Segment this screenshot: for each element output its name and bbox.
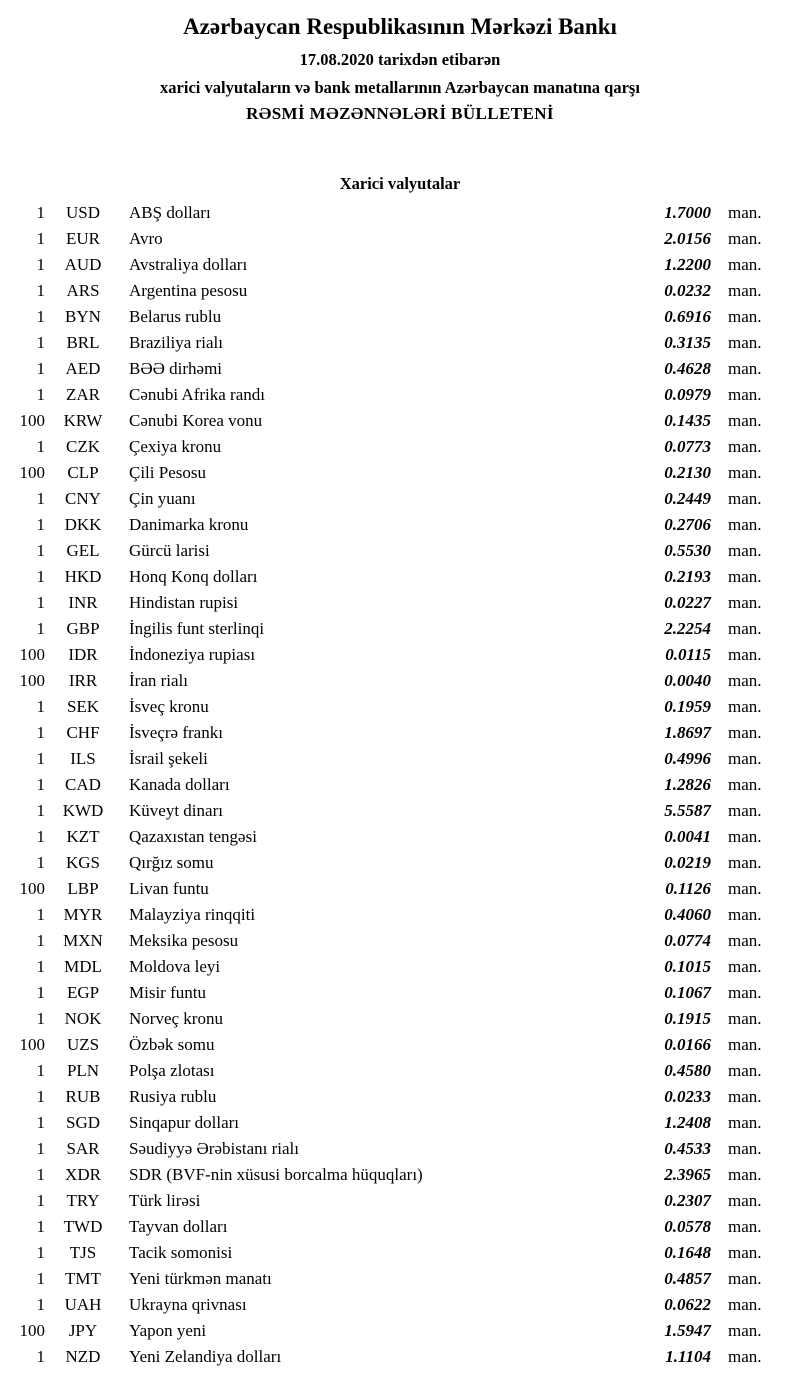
unit-cell: man.	[728, 1269, 762, 1288]
currency-row	[0, 1214, 800, 1240]
quantity-cell: 1	[36, 333, 45, 352]
currency-name-cell: Yeni Zelandiya dolları	[129, 1347, 282, 1366]
currency-code-cell: UAH	[64, 1295, 102, 1314]
currency-name-cell: Yeni türkmən manatı	[129, 1269, 272, 1288]
rate-value-cell: 0.4060	[664, 905, 711, 924]
rate-value-cell: 0.4628	[664, 359, 711, 378]
unit-cell: man.	[728, 1061, 762, 1080]
currency-row	[0, 564, 800, 590]
currency-name-cell: ABŞ dolları	[129, 203, 211, 222]
quantity-cell: 1	[36, 983, 45, 1002]
currency-row	[0, 1032, 800, 1058]
quantity-cell: 1	[36, 229, 45, 248]
currency-name-cell: İran rialı	[129, 671, 188, 690]
unit-cell: man.	[728, 931, 762, 950]
quantity-cell: 100	[19, 1321, 45, 1340]
unit-cell: man.	[728, 1165, 762, 1184]
bulletin-title: RƏSMİ MƏZƏNNƏLƏRİ BÜLLETENİ	[246, 104, 554, 123]
rate-value-cell: 1.2200	[664, 255, 711, 274]
rate-value-cell: 0.1648	[664, 1243, 711, 1262]
unit-cell: man.	[728, 437, 762, 456]
currency-row	[0, 382, 800, 408]
rate-value-cell: 1.7000	[664, 203, 711, 222]
currency-code-cell: JPY	[68, 1321, 98, 1340]
currency-name-cell: Tacik somonisi	[129, 1243, 233, 1262]
quantity-cell: 1	[36, 541, 45, 560]
currency-row	[0, 1136, 800, 1162]
currency-name-cell: SDR (BVF-nin xüsusi borcalma hüquqları)	[129, 1165, 423, 1184]
currency-code-cell: TRY	[66, 1191, 100, 1210]
quantity-cell: 1	[36, 307, 45, 326]
currency-name-cell: Livan funtu	[129, 879, 209, 898]
unit-cell: man.	[728, 385, 762, 404]
currency-name-cell: Tayvan dolları	[129, 1217, 228, 1236]
currency-code-cell: UZS	[66, 1035, 100, 1054]
bulletin-header	[0, 14, 800, 124]
quantity-cell: 1	[36, 1191, 45, 1210]
rate-value-cell: 1.2408	[664, 1113, 711, 1132]
unit-cell: man.	[728, 957, 762, 976]
currency-name-cell: Çili Pesosu	[129, 463, 206, 482]
unit-cell: man.	[728, 541, 762, 560]
currency-code-cell: TMT	[65, 1269, 101, 1288]
quantity-cell: 100	[19, 671, 45, 690]
unit-cell: man.	[728, 853, 762, 872]
currency-code-cell: KGS	[65, 853, 100, 872]
rate-value-cell: 0.0774	[664, 931, 711, 950]
rate-value-cell: 0.1959	[664, 697, 711, 716]
currency-code-cell: CHF	[66, 723, 100, 742]
currency-row	[0, 772, 800, 798]
unit-cell: man.	[728, 1009, 762, 1028]
quantity-cell: 1	[36, 1165, 45, 1184]
rate-value-cell: 0.4580	[664, 1061, 711, 1080]
currency-code-cell: ILS	[70, 749, 96, 768]
quantity-cell: 1	[36, 359, 45, 378]
rate-value-cell: 1.2826	[664, 775, 711, 794]
unit-cell: man.	[728, 905, 762, 924]
unit-cell: man.	[728, 333, 762, 352]
currency-code-cell: NZD	[65, 1347, 101, 1366]
quantity-cell: 1	[36, 1347, 45, 1366]
currency-code-cell: HKD	[64, 567, 102, 586]
currency-row	[0, 1344, 800, 1370]
currency-name-cell: Avro	[129, 229, 163, 248]
currency-name-cell: Norveç kronu	[129, 1009, 223, 1028]
quantity-cell: 1	[36, 255, 45, 274]
quantity-cell: 1	[36, 1295, 45, 1314]
quantity-cell: 1	[36, 853, 45, 872]
currency-row	[0, 1318, 800, 1344]
unit-cell: man.	[728, 489, 762, 508]
currency-row	[0, 200, 800, 226]
unit-cell: man.	[728, 723, 762, 742]
quantity-cell: 1	[36, 489, 45, 508]
rate-value-cell: 0.1015	[664, 957, 711, 976]
currency-row	[0, 902, 800, 928]
rate-value-cell: 0.0166	[664, 1035, 711, 1054]
currency-code-cell: PLN	[66, 1061, 100, 1080]
rate-value-cell: 0.0233	[664, 1087, 711, 1106]
unit-cell: man.	[728, 463, 762, 482]
currency-code-cell: BYN	[65, 307, 101, 326]
unit-cell: man.	[728, 1113, 762, 1132]
currency-code-cell: NOK	[64, 1009, 102, 1028]
currency-row	[0, 226, 800, 252]
currency-name-cell: Misir funtu	[129, 983, 206, 1002]
rate-value-cell: 0.1915	[664, 1009, 711, 1028]
quantity-cell: 1	[36, 567, 45, 586]
currency-name-cell: İndoneziya rupiası	[129, 645, 256, 664]
currency-code-cell: CNY	[65, 489, 101, 508]
currency-name-cell: Hindistan rupisi	[129, 593, 239, 612]
quantity-cell: 1	[36, 749, 45, 768]
currency-row	[0, 720, 800, 746]
currency-name-cell: Kanada dolları	[129, 775, 230, 794]
currency-row	[0, 616, 800, 642]
quantity-cell: 1	[36, 619, 45, 638]
subtitle-line: xarici valyutaların və bank metallarının Azərbaycan manatına qarşı	[160, 78, 640, 97]
unit-cell: man.	[728, 671, 762, 690]
rate-value-cell: 0.0040	[664, 671, 711, 690]
currency-name-cell: Cənubi Korea vonu	[129, 411, 263, 430]
quantity-cell: 1	[36, 1139, 45, 1158]
unit-cell: man.	[728, 515, 762, 534]
unit-cell: man.	[728, 645, 762, 664]
currency-name-cell: Qırğız somu	[129, 853, 214, 872]
currency-code-cell: RUB	[65, 1087, 101, 1106]
currency-name-cell: Belarus rublu	[129, 307, 222, 326]
currency-code-cell: ARS	[66, 281, 100, 300]
rate-value-cell: 0.5530	[664, 541, 711, 560]
currency-name-cell: Türk lirəsi	[129, 1191, 201, 1210]
currency-code-cell: MYR	[63, 905, 103, 924]
rate-value-cell: 0.1126	[665, 879, 711, 898]
unit-cell: man.	[728, 827, 762, 846]
currency-row	[0, 876, 800, 902]
unit-cell: man.	[728, 255, 762, 274]
currency-code-cell: CLP	[67, 463, 99, 482]
unit-cell: man.	[728, 203, 762, 222]
currency-code-cell: SAR	[66, 1139, 100, 1158]
currency-code-cell: KWD	[62, 801, 104, 820]
currency-code-cell: TJS	[69, 1243, 97, 1262]
currency-name-cell: Meksika pesosu	[129, 931, 239, 950]
section-title-foreign-currencies: Xarici valyutalar	[339, 174, 461, 193]
unit-cell: man.	[728, 411, 762, 430]
quantity-cell: 100	[19, 411, 45, 430]
unit-cell: man.	[728, 1321, 762, 1340]
unit-cell: man.	[728, 281, 762, 300]
currency-code-cell: BRL	[66, 333, 100, 352]
currency-code-cell: CAD	[65, 775, 101, 794]
rate-value-cell: 0.4857	[664, 1269, 711, 1288]
unit-cell: man.	[728, 983, 762, 1002]
currency-row	[0, 954, 800, 980]
currency-name-cell: Polşa zlotası	[129, 1061, 215, 1080]
rate-value-cell: 2.0156	[664, 229, 711, 248]
unit-cell: man.	[728, 1347, 762, 1366]
currency-row	[0, 1110, 800, 1136]
currency-code-cell: USD	[65, 203, 100, 222]
quantity-cell: 1	[36, 437, 45, 456]
currency-name-cell: Cənubi Afrika randı	[129, 385, 265, 404]
unit-cell: man.	[728, 749, 762, 768]
rate-value-cell: 0.4996	[664, 749, 711, 768]
unit-cell: man.	[728, 1191, 762, 1210]
quantity-cell: 1	[36, 281, 45, 300]
rate-value-cell: 2.2254	[664, 619, 711, 638]
quantity-cell: 1	[36, 1087, 45, 1106]
quantity-cell: 1	[36, 1217, 45, 1236]
currency-row	[0, 1240, 800, 1266]
currency-name-cell: Malayziya rinqqiti	[129, 905, 256, 924]
unit-cell: man.	[728, 593, 762, 612]
quantity-cell: 1	[36, 1113, 45, 1132]
unit-cell: man.	[728, 1139, 762, 1158]
currency-code-cell: ZAR	[66, 385, 100, 404]
currency-row	[0, 824, 800, 850]
currency-row	[0, 1006, 800, 1032]
currency-row	[0, 434, 800, 460]
rate-value-cell: 1.5947	[664, 1321, 711, 1340]
unit-cell: man.	[728, 879, 762, 898]
currency-row	[0, 746, 800, 772]
currency-row	[0, 304, 800, 330]
exchange-rates-table	[0, 200, 800, 1370]
unit-cell: man.	[728, 307, 762, 326]
rate-value-cell: 0.4533	[664, 1139, 711, 1158]
rate-value-cell: 5.5587	[664, 801, 711, 820]
quantity-cell: 1	[36, 1009, 45, 1028]
quantity-cell: 100	[19, 645, 45, 664]
rate-value-cell: 0.0979	[664, 385, 711, 404]
currency-row	[0, 278, 800, 304]
quantity-cell: 1	[36, 905, 45, 924]
quantity-cell: 1	[36, 1243, 45, 1262]
rate-value-cell: 2.3965	[664, 1165, 711, 1184]
currency-row	[0, 1058, 800, 1084]
rate-value-cell: 0.2307	[664, 1191, 711, 1210]
unit-cell: man.	[728, 1243, 762, 1262]
currency-code-cell: EUR	[66, 229, 100, 248]
currency-row	[0, 486, 800, 512]
currency-row	[0, 1084, 800, 1110]
quantity-cell: 1	[36, 593, 45, 612]
rate-value-cell: 0.0219	[664, 853, 711, 872]
quantity-cell: 1	[36, 957, 45, 976]
currency-row	[0, 980, 800, 1006]
quantity-cell: 1	[36, 931, 45, 950]
currency-name-cell: Çin yuanı	[129, 489, 196, 508]
rate-value-cell: 0.0622	[664, 1295, 711, 1314]
currency-name-cell: İsrail şekeli	[129, 749, 208, 768]
currency-row	[0, 1292, 800, 1318]
currency-name-cell: Braziliya rialı	[129, 333, 223, 352]
currency-code-cell: CZK	[66, 437, 100, 456]
rate-value-cell: 0.2193	[664, 567, 711, 586]
quantity-cell: 1	[36, 385, 45, 404]
currency-row	[0, 694, 800, 720]
currency-row	[0, 850, 800, 876]
currency-row	[0, 330, 800, 356]
rate-value-cell: 1.1104	[665, 1347, 711, 1366]
currency-row	[0, 356, 800, 382]
currency-row	[0, 798, 800, 824]
rate-value-cell: 0.0773	[664, 437, 711, 456]
unit-cell: man.	[728, 801, 762, 820]
currency-name-cell: Qazaxıstan tengəsi	[129, 827, 257, 846]
currency-name-cell: BƏƏ dirhəmi	[129, 359, 223, 378]
unit-cell: man.	[728, 1087, 762, 1106]
currency-name-cell: Gürcü larisi	[129, 541, 210, 560]
currency-code-cell: DKK	[64, 515, 102, 534]
currency-row	[0, 1162, 800, 1188]
quantity-cell: 1	[36, 515, 45, 534]
quantity-cell: 1	[36, 827, 45, 846]
rate-value-cell: 0.0041	[664, 827, 711, 846]
currency-name-cell: Argentina pesosu	[129, 281, 248, 300]
quantity-cell: 1	[36, 697, 45, 716]
currency-code-cell: KZT	[66, 827, 100, 846]
unit-cell: man.	[728, 619, 762, 638]
unit-cell: man.	[728, 359, 762, 378]
quantity-cell: 1	[36, 1061, 45, 1080]
currency-row	[0, 1188, 800, 1214]
unit-cell: man.	[728, 567, 762, 586]
rate-value-cell: 0.6916	[664, 307, 711, 326]
currency-name-cell: Səudiyyə Ərəbistanı rialı	[129, 1139, 299, 1158]
effective-date-line: 17.08.2020 tarixdən etibarən	[299, 50, 501, 69]
currency-code-cell: AUD	[64, 255, 102, 274]
currency-code-cell: LBP	[67, 879, 99, 898]
currency-row	[0, 408, 800, 434]
currency-code-cell: INR	[68, 593, 98, 612]
currency-code-cell: MXN	[63, 931, 103, 950]
currency-code-cell: GEL	[66, 541, 100, 560]
bank-title: Azərbaycan Respublikasının Mərkəzi Bankı	[183, 14, 617, 39]
quantity-cell: 100	[19, 463, 45, 482]
rates-table-body	[0, 200, 800, 1370]
quantity-cell: 1	[36, 775, 45, 794]
currency-code-cell: SGD	[65, 1113, 100, 1132]
currency-row	[0, 642, 800, 668]
rate-value-cell: 0.2130	[664, 463, 711, 482]
currency-name-cell: Honq Konq dolları	[129, 567, 258, 586]
quantity-cell: 1	[36, 203, 45, 222]
rate-value-cell: 1.8697	[664, 723, 711, 742]
currency-code-cell: EGP	[66, 983, 100, 1002]
rate-value-cell: 0.0227	[664, 593, 711, 612]
currency-code-cell: IDR	[68, 645, 98, 664]
unit-cell: man.	[728, 775, 762, 794]
currency-code-cell: AED	[65, 359, 101, 378]
currency-code-cell: SEK	[66, 697, 100, 716]
currency-name-cell: İsveç kronu	[129, 697, 209, 716]
currency-code-cell: XDR	[65, 1165, 101, 1184]
currency-name-cell: İsveçrə frankı	[129, 723, 223, 742]
currency-name-cell: Özbək somu	[129, 1035, 215, 1054]
currency-row	[0, 460, 800, 486]
quantity-cell: 1	[36, 801, 45, 820]
currency-row	[0, 928, 800, 954]
quantity-cell: 100	[19, 1035, 45, 1054]
currency-name-cell: Danimarka kronu	[129, 515, 249, 534]
currency-code-cell: IRR	[68, 671, 98, 690]
unit-cell: man.	[728, 1035, 762, 1054]
unit-cell: man.	[728, 1217, 762, 1236]
rate-value-cell: 0.2706	[664, 515, 711, 534]
quantity-cell: 1	[36, 723, 45, 742]
rate-value-cell: 0.3135	[664, 333, 711, 352]
currency-name-cell: İngilis funt sterlinqi	[129, 619, 265, 638]
rate-value-cell: 0.1067	[664, 983, 711, 1002]
currency-name-cell: Avstraliya dolları	[129, 255, 248, 274]
currency-code-cell: KRW	[63, 411, 103, 430]
unit-cell: man.	[728, 229, 762, 248]
currency-code-cell: MDL	[64, 957, 102, 976]
currency-name-cell: Sinqapur dolları	[129, 1113, 240, 1132]
rate-value-cell: 0.0578	[664, 1217, 711, 1236]
currency-row	[0, 538, 800, 564]
currency-name-cell: Rusiya rublu	[129, 1087, 217, 1106]
rate-value-cell: 0.2449	[664, 489, 711, 508]
currency-name-cell: Çexiya kronu	[129, 437, 222, 456]
currency-name-cell: Moldova leyi	[129, 957, 221, 976]
currency-name-cell: Ukrayna qrivnası	[129, 1295, 247, 1314]
rate-value-cell: 0.0115	[665, 645, 711, 664]
currency-row	[0, 512, 800, 538]
currency-code-cell: TWD	[63, 1217, 103, 1236]
unit-cell: man.	[728, 697, 762, 716]
currency-row	[0, 668, 800, 694]
currency-row	[0, 590, 800, 616]
unit-cell: man.	[728, 1295, 762, 1314]
rate-value-cell: 0.0232	[664, 281, 711, 300]
quantity-cell: 100	[19, 879, 45, 898]
currency-row	[0, 252, 800, 278]
rate-value-cell: 0.1435	[664, 411, 711, 430]
currency-row	[0, 1266, 800, 1292]
currency-name-cell: Küveyt dinarı	[129, 801, 223, 820]
currency-name-cell: Yapon yeni	[129, 1321, 207, 1340]
currency-code-cell: GBP	[66, 619, 100, 638]
quantity-cell: 1	[36, 1269, 45, 1288]
